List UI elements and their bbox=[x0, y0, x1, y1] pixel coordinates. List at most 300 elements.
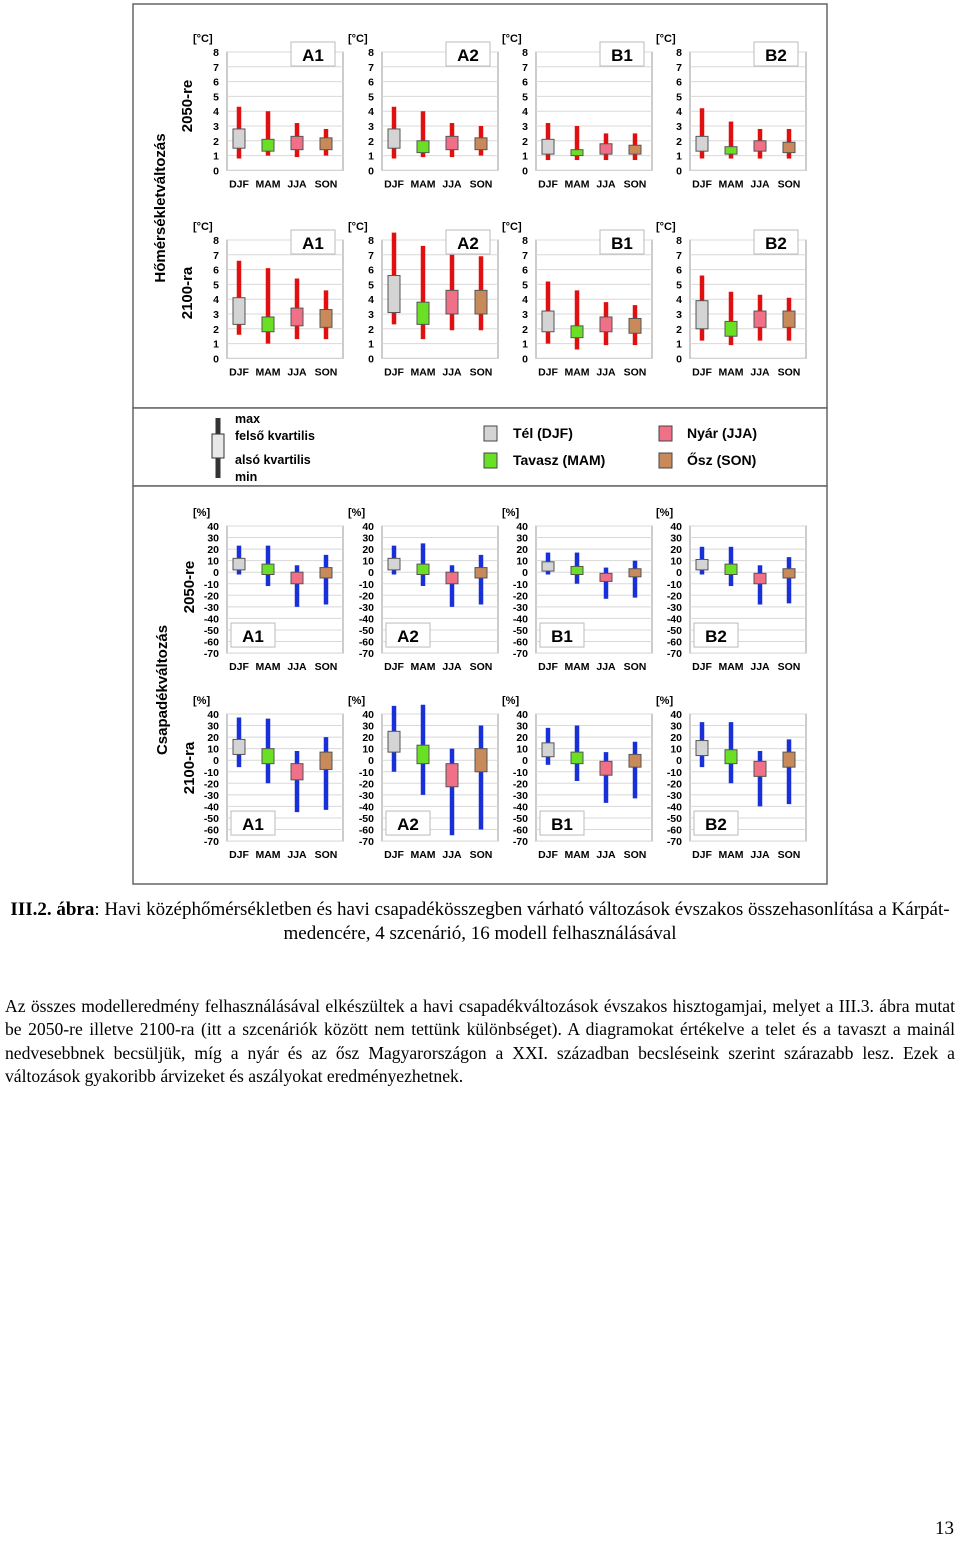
y-tick-label: 7 bbox=[522, 61, 528, 74]
y-tick-label: 40 bbox=[362, 709, 374, 721]
box-son bbox=[783, 569, 795, 578]
y-tick-label: -20 bbox=[203, 590, 219, 603]
box-djf bbox=[233, 298, 245, 325]
y-tick-label: 2 bbox=[368, 323, 374, 336]
precipitation-section-title: Csapadékváltozás bbox=[154, 624, 171, 756]
y-tick-label: -20 bbox=[512, 778, 528, 791]
y-tick-label: 40 bbox=[207, 709, 219, 721]
y-tick-label: 1 bbox=[368, 150, 374, 163]
box-jja bbox=[754, 141, 766, 151]
x-tick-label: JJA bbox=[750, 849, 770, 862]
box-djf bbox=[696, 741, 708, 756]
y-tick-label: -40 bbox=[666, 801, 682, 814]
x-tick-label: MAM bbox=[718, 178, 744, 191]
box-jja bbox=[600, 317, 612, 332]
box-mam bbox=[571, 150, 583, 156]
y-tick-label: 3 bbox=[213, 121, 219, 133]
x-tick-label: SON bbox=[623, 661, 647, 674]
box-son bbox=[320, 752, 332, 769]
y-tick-label: -60 bbox=[358, 636, 374, 649]
y-tick-label: -70 bbox=[203, 836, 219, 849]
box-mam bbox=[571, 326, 583, 338]
figure-caption bbox=[10, 898, 950, 946]
y-tick-label: -20 bbox=[358, 590, 374, 603]
scenario-label: A2 bbox=[397, 815, 419, 835]
box-jja bbox=[291, 572, 303, 584]
y-tick-label: -30 bbox=[512, 601, 528, 614]
unit-label: [%] bbox=[348, 695, 366, 707]
scenario-label: B2 bbox=[765, 46, 787, 65]
y-tick-label: 8 bbox=[368, 235, 374, 247]
y-tick-label: -10 bbox=[512, 578, 528, 591]
box-son bbox=[629, 569, 641, 577]
box-jja bbox=[446, 764, 458, 787]
y-tick-label: 1 bbox=[213, 338, 219, 351]
y-tick-label: 20 bbox=[670, 732, 682, 745]
y-tick-label: -20 bbox=[512, 590, 528, 603]
y-tick-label: -10 bbox=[666, 578, 682, 591]
legend-swatch-mam bbox=[484, 453, 497, 468]
y-tick-label: 40 bbox=[207, 521, 219, 533]
y-tick-label: 6 bbox=[213, 76, 219, 89]
y-tick-label: 6 bbox=[368, 76, 374, 89]
box-mam bbox=[417, 141, 429, 153]
scenario-label: B2 bbox=[765, 234, 787, 253]
scenario-label: A2 bbox=[457, 234, 479, 253]
y-tick-label: 7 bbox=[522, 249, 528, 262]
x-tick-label: JJA bbox=[287, 849, 307, 862]
box-son bbox=[475, 290, 487, 314]
x-tick-label: DJF bbox=[384, 178, 404, 191]
y-tick-label: 1 bbox=[368, 338, 374, 351]
y-tick-label: 7 bbox=[368, 249, 374, 262]
x-tick-label: MAM bbox=[255, 366, 281, 379]
page-number: 13 bbox=[935, 1518, 954, 1539]
y-tick-label: 0 bbox=[522, 353, 528, 366]
x-tick-label: SON bbox=[314, 849, 338, 862]
y-tick-label: 2 bbox=[676, 135, 682, 148]
y-tick-label: 5 bbox=[213, 91, 219, 104]
legend-max-label: max bbox=[235, 412, 261, 426]
x-tick-label: MAM bbox=[718, 661, 744, 674]
temperature-row-label-2050: 2050-re bbox=[179, 79, 196, 133]
y-tick-label: 20 bbox=[670, 544, 682, 557]
legend-label-mam: Tavasz (MAM) bbox=[513, 452, 606, 468]
y-tick-label: 10 bbox=[207, 743, 219, 756]
y-tick-label: -30 bbox=[358, 601, 374, 614]
unit-label: [%] bbox=[193, 695, 211, 707]
x-tick-label: JJA bbox=[287, 366, 307, 379]
y-tick-label: 20 bbox=[362, 732, 374, 745]
box-djf bbox=[696, 301, 708, 329]
unit-label: [°C] bbox=[502, 221, 522, 233]
y-tick-label: -60 bbox=[203, 636, 219, 649]
y-tick-label: -10 bbox=[666, 766, 682, 779]
legend-min-label: min bbox=[235, 470, 258, 484]
box-son bbox=[320, 138, 332, 150]
y-tick-label: -50 bbox=[666, 812, 682, 825]
y-tick-label: -70 bbox=[358, 648, 374, 661]
box-son bbox=[783, 752, 795, 767]
box-mam bbox=[725, 750, 737, 764]
scenario-label: A1 bbox=[302, 234, 324, 253]
x-tick-label: SON bbox=[314, 178, 338, 191]
scenario-label: B1 bbox=[551, 815, 573, 835]
y-tick-label: 1 bbox=[213, 150, 219, 163]
chart-panel-temperature-2050-re-B2 bbox=[656, 33, 806, 190]
x-tick-label: SON bbox=[777, 366, 801, 379]
y-tick-label: 20 bbox=[362, 544, 374, 557]
y-tick-label: 6 bbox=[522, 76, 528, 89]
box-djf bbox=[542, 743, 554, 757]
scenario-label: B1 bbox=[551, 627, 573, 647]
y-tick-label: 8 bbox=[213, 235, 219, 247]
box-djf bbox=[542, 562, 554, 571]
chart-panel-precipitation-2100-ra-A1 bbox=[193, 695, 343, 861]
box-mam bbox=[262, 749, 274, 764]
y-tick-label: -60 bbox=[512, 824, 528, 837]
precipitation-row-label-2100: 2100-ra bbox=[181, 741, 198, 795]
y-tick-label: -60 bbox=[358, 824, 374, 837]
y-tick-label: 40 bbox=[670, 709, 682, 721]
y-tick-label: 4 bbox=[368, 106, 374, 119]
y-tick-label: 20 bbox=[207, 732, 219, 745]
box-djf bbox=[542, 139, 554, 154]
y-tick-label: -10 bbox=[203, 766, 219, 779]
caption-text: : Havi középhőmérsékletben és havi csapadékösszegben várható változások évszakos összehasonlítása a Kárpát-medencére, 4 szcenárió, 16 modell felhasználásával bbox=[94, 899, 950, 944]
box-mam bbox=[725, 564, 737, 574]
y-tick-label: 3 bbox=[213, 309, 219, 321]
y-tick-label: 6 bbox=[368, 264, 374, 277]
box-son bbox=[320, 310, 332, 328]
box-jja bbox=[291, 308, 303, 326]
chart-panel-temperature-2050-re-A2 bbox=[348, 33, 498, 190]
y-tick-label: 5 bbox=[522, 279, 528, 292]
x-tick-label: MAM bbox=[564, 849, 590, 862]
chart-panel-temperature-2050-re-A1 bbox=[193, 33, 343, 190]
y-tick-label: -10 bbox=[203, 578, 219, 591]
y-tick-label: 0 bbox=[522, 567, 528, 580]
y-tick-label: -70 bbox=[666, 836, 682, 849]
y-tick-label: 20 bbox=[516, 544, 528, 557]
y-tick-label: -40 bbox=[358, 613, 374, 626]
y-tick-label: 10 bbox=[362, 743, 374, 756]
unit-label: [°C] bbox=[656, 33, 676, 45]
y-tick-label: 4 bbox=[676, 294, 682, 307]
x-tick-label: DJF bbox=[692, 178, 712, 191]
box-son bbox=[320, 568, 332, 578]
y-tick-label: -50 bbox=[203, 812, 219, 825]
y-tick-label: -40 bbox=[358, 801, 374, 814]
y-tick-label: 7 bbox=[676, 61, 682, 74]
chart-panel-precipitation-2050-re-A1 bbox=[193, 507, 343, 673]
y-tick-label: -20 bbox=[666, 778, 682, 791]
scenario-label: A1 bbox=[242, 627, 264, 647]
x-tick-label: SON bbox=[623, 178, 647, 191]
y-tick-label: 7 bbox=[213, 61, 219, 74]
legend-label-jja: Nyár (JJA) bbox=[687, 425, 758, 441]
y-tick-label: -30 bbox=[358, 789, 374, 802]
x-tick-label: MAM bbox=[564, 178, 590, 191]
y-tick-label: -40 bbox=[203, 613, 219, 626]
precipitation-row-label-2050: 2050-re bbox=[181, 560, 198, 614]
x-tick-label: DJF bbox=[229, 661, 249, 674]
x-tick-label: SON bbox=[314, 661, 338, 674]
y-tick-label: -60 bbox=[666, 824, 682, 837]
y-tick-label: -50 bbox=[666, 624, 682, 637]
x-tick-label: JJA bbox=[596, 661, 616, 674]
chart-panel-precipitation-2100-ra-B2 bbox=[656, 695, 806, 861]
box-jja bbox=[446, 572, 458, 584]
box-djf bbox=[388, 129, 400, 148]
y-tick-label: 7 bbox=[676, 249, 682, 262]
box-jja bbox=[291, 136, 303, 149]
unit-label: [°C] bbox=[348, 221, 368, 233]
box-djf bbox=[696, 559, 708, 569]
y-tick-label: -30 bbox=[666, 601, 682, 614]
y-tick-label: -30 bbox=[203, 601, 219, 614]
y-tick-label: 10 bbox=[670, 555, 682, 568]
chart-panel-precipitation-2100-ra-A2 bbox=[348, 695, 498, 861]
chart-panel-temperature-2100-ra-A1 bbox=[193, 221, 343, 378]
y-tick-label: 5 bbox=[368, 279, 374, 292]
scenario-label: B1 bbox=[611, 46, 633, 65]
box-jja bbox=[600, 761, 612, 775]
y-tick-label: 0 bbox=[213, 353, 219, 366]
y-tick-label: 4 bbox=[213, 294, 219, 307]
chart-panel-temperature-2100-ra-B2 bbox=[656, 221, 806, 378]
x-tick-label: MAM bbox=[718, 366, 744, 379]
x-tick-label: MAM bbox=[564, 661, 590, 674]
scenario-label: A2 bbox=[397, 627, 419, 647]
y-tick-label: -10 bbox=[358, 578, 374, 591]
unit-label: [°C] bbox=[656, 221, 676, 233]
box-djf bbox=[388, 558, 400, 570]
x-tick-label: SON bbox=[777, 661, 801, 674]
box-son bbox=[783, 142, 795, 152]
y-tick-label: 2 bbox=[676, 323, 682, 336]
y-tick-label: 20 bbox=[207, 544, 219, 557]
y-tick-label: 0 bbox=[676, 567, 682, 580]
y-tick-label: 10 bbox=[362, 555, 374, 568]
x-tick-label: SON bbox=[469, 661, 493, 674]
y-tick-label: -50 bbox=[203, 624, 219, 637]
scenario-label: B2 bbox=[705, 815, 727, 835]
scenario-label: A2 bbox=[457, 46, 479, 65]
x-tick-label: JJA bbox=[442, 661, 462, 674]
y-tick-label: 2 bbox=[522, 323, 528, 336]
box-mam bbox=[417, 564, 429, 574]
y-tick-label: 0 bbox=[368, 353, 374, 366]
box-jja bbox=[600, 144, 612, 154]
x-tick-label: JJA bbox=[442, 178, 462, 191]
box-mam bbox=[725, 147, 737, 154]
box-jja bbox=[446, 136, 458, 149]
y-tick-label: -50 bbox=[512, 812, 528, 825]
x-tick-label: MAM bbox=[410, 849, 436, 862]
y-tick-label: -30 bbox=[203, 789, 219, 802]
unit-label: [°C] bbox=[193, 33, 213, 45]
y-tick-label: 5 bbox=[522, 91, 528, 104]
y-tick-label: 4 bbox=[522, 294, 528, 307]
y-tick-label: 0 bbox=[522, 755, 528, 768]
chart-panel-temperature-2100-ra-B1 bbox=[502, 221, 652, 378]
box-djf bbox=[233, 558, 245, 570]
legend-lower-quartile-label: alsó kvartilis bbox=[235, 453, 311, 467]
box-jja bbox=[754, 761, 766, 776]
x-tick-label: SON bbox=[777, 849, 801, 862]
y-tick-label: 1 bbox=[676, 338, 682, 351]
y-tick-label: 7 bbox=[368, 61, 374, 74]
x-tick-label: SON bbox=[777, 178, 801, 191]
x-tick-label: MAM bbox=[718, 849, 744, 862]
box-mam bbox=[571, 752, 583, 764]
y-tick-label: 30 bbox=[516, 532, 528, 545]
y-tick-label: 2 bbox=[213, 135, 219, 148]
y-tick-label: 8 bbox=[368, 47, 374, 59]
x-tick-label: DJF bbox=[538, 178, 558, 191]
x-tick-label: DJF bbox=[384, 366, 404, 379]
box-mam bbox=[262, 139, 274, 151]
y-tick-label: 0 bbox=[368, 755, 374, 768]
y-tick-label: 8 bbox=[522, 47, 528, 59]
box-mam bbox=[417, 745, 429, 763]
y-tick-label: 3 bbox=[676, 121, 682, 133]
box-djf bbox=[233, 129, 245, 148]
unit-label: [%] bbox=[656, 507, 674, 519]
x-tick-label: DJF bbox=[538, 366, 558, 379]
x-tick-label: MAM bbox=[255, 661, 281, 674]
y-tick-label: -50 bbox=[512, 624, 528, 637]
x-tick-label: SON bbox=[469, 366, 493, 379]
unit-label: [%] bbox=[193, 507, 211, 519]
chart-panel-temperature-2050-re-B1 bbox=[502, 33, 652, 190]
x-tick-label: MAM bbox=[255, 849, 281, 862]
y-tick-label: 30 bbox=[362, 532, 374, 545]
x-tick-label: DJF bbox=[692, 366, 712, 379]
y-tick-label: 5 bbox=[213, 279, 219, 292]
x-tick-label: JJA bbox=[442, 849, 462, 862]
y-tick-label: -60 bbox=[203, 824, 219, 837]
chart-panel-precipitation-2100-ra-B1 bbox=[502, 695, 652, 861]
unit-label: [%] bbox=[502, 695, 520, 707]
box-son bbox=[475, 138, 487, 150]
scenario-label: A1 bbox=[242, 815, 264, 835]
box-djf bbox=[696, 136, 708, 151]
legend-label-son: Ősz (SON) bbox=[687, 452, 757, 468]
y-tick-label: -10 bbox=[358, 766, 374, 779]
x-tick-label: DJF bbox=[538, 849, 558, 862]
box-djf bbox=[388, 276, 400, 313]
box-jja bbox=[291, 764, 303, 780]
y-tick-label: 4 bbox=[368, 294, 374, 307]
y-tick-label: 8 bbox=[213, 47, 219, 59]
y-tick-label: 3 bbox=[522, 121, 528, 133]
unit-label: [%] bbox=[502, 507, 520, 519]
unit-label: [°C] bbox=[348, 33, 368, 45]
box-djf bbox=[542, 311, 554, 332]
y-tick-label: -70 bbox=[203, 648, 219, 661]
y-tick-label: 7 bbox=[213, 249, 219, 262]
y-tick-label: 2 bbox=[213, 323, 219, 336]
x-tick-label: DJF bbox=[229, 178, 249, 191]
y-tick-label: -60 bbox=[512, 636, 528, 649]
y-tick-label: 3 bbox=[368, 121, 374, 133]
y-tick-label: -30 bbox=[512, 789, 528, 802]
y-tick-label: 10 bbox=[516, 555, 528, 568]
x-tick-label: SON bbox=[469, 849, 493, 862]
y-tick-label: -70 bbox=[512, 648, 528, 661]
x-tick-label: JJA bbox=[750, 178, 770, 191]
x-tick-label: JJA bbox=[442, 366, 462, 379]
y-tick-label: 3 bbox=[676, 309, 682, 321]
y-tick-label: 0 bbox=[676, 755, 682, 768]
x-tick-label: DJF bbox=[384, 849, 404, 862]
y-tick-label: 0 bbox=[522, 165, 528, 178]
x-tick-label: JJA bbox=[596, 366, 616, 379]
x-tick-label: JJA bbox=[596, 849, 616, 862]
x-tick-label: MAM bbox=[255, 178, 281, 191]
box-son bbox=[629, 318, 641, 333]
box-mam bbox=[725, 321, 737, 336]
y-tick-label: 4 bbox=[676, 106, 682, 119]
x-tick-label: JJA bbox=[750, 661, 770, 674]
box-jja bbox=[446, 290, 458, 314]
y-tick-label: -70 bbox=[666, 648, 682, 661]
y-tick-label: 10 bbox=[516, 743, 528, 756]
y-tick-label: 0 bbox=[368, 567, 374, 580]
x-tick-label: DJF bbox=[692, 849, 712, 862]
box-son bbox=[783, 311, 795, 327]
temperature-section-title: Hőmérsékletváltozás bbox=[152, 133, 169, 283]
box-jja bbox=[600, 573, 612, 581]
y-tick-label: 40 bbox=[670, 521, 682, 533]
y-tick-label: -20 bbox=[666, 590, 682, 603]
y-tick-label: -20 bbox=[203, 778, 219, 791]
y-tick-label: 30 bbox=[670, 720, 682, 733]
box-mam bbox=[262, 317, 274, 332]
y-tick-label: -50 bbox=[358, 812, 374, 825]
y-tick-label: 6 bbox=[676, 264, 682, 277]
x-tick-label: JJA bbox=[287, 178, 307, 191]
box-jja bbox=[754, 573, 766, 583]
y-tick-label: 0 bbox=[368, 165, 374, 178]
unit-label: [%] bbox=[656, 695, 674, 707]
unit-label: [%] bbox=[348, 507, 366, 519]
x-tick-label: JJA bbox=[596, 178, 616, 191]
y-tick-label: 5 bbox=[676, 91, 682, 104]
y-tick-label: 6 bbox=[522, 264, 528, 277]
y-tick-label: 0 bbox=[676, 353, 682, 366]
x-tick-label: JJA bbox=[287, 661, 307, 674]
x-tick-label: SON bbox=[623, 366, 647, 379]
legend-label-djf: Tél (DJF) bbox=[513, 425, 573, 441]
box-son bbox=[475, 568, 487, 578]
box-jja bbox=[754, 311, 766, 327]
y-tick-label: -30 bbox=[666, 789, 682, 802]
y-tick-label: -70 bbox=[512, 836, 528, 849]
legend-swatch-djf bbox=[484, 426, 497, 441]
y-tick-label: 1 bbox=[522, 338, 528, 351]
box-son bbox=[629, 145, 641, 154]
y-tick-label: 40 bbox=[362, 521, 374, 533]
y-tick-label: 20 bbox=[516, 732, 528, 745]
y-tick-label: 10 bbox=[207, 555, 219, 568]
y-tick-label: 5 bbox=[368, 91, 374, 104]
x-tick-label: MAM bbox=[410, 661, 436, 674]
x-tick-label: SON bbox=[314, 366, 338, 379]
y-tick-label: 2 bbox=[522, 135, 528, 148]
